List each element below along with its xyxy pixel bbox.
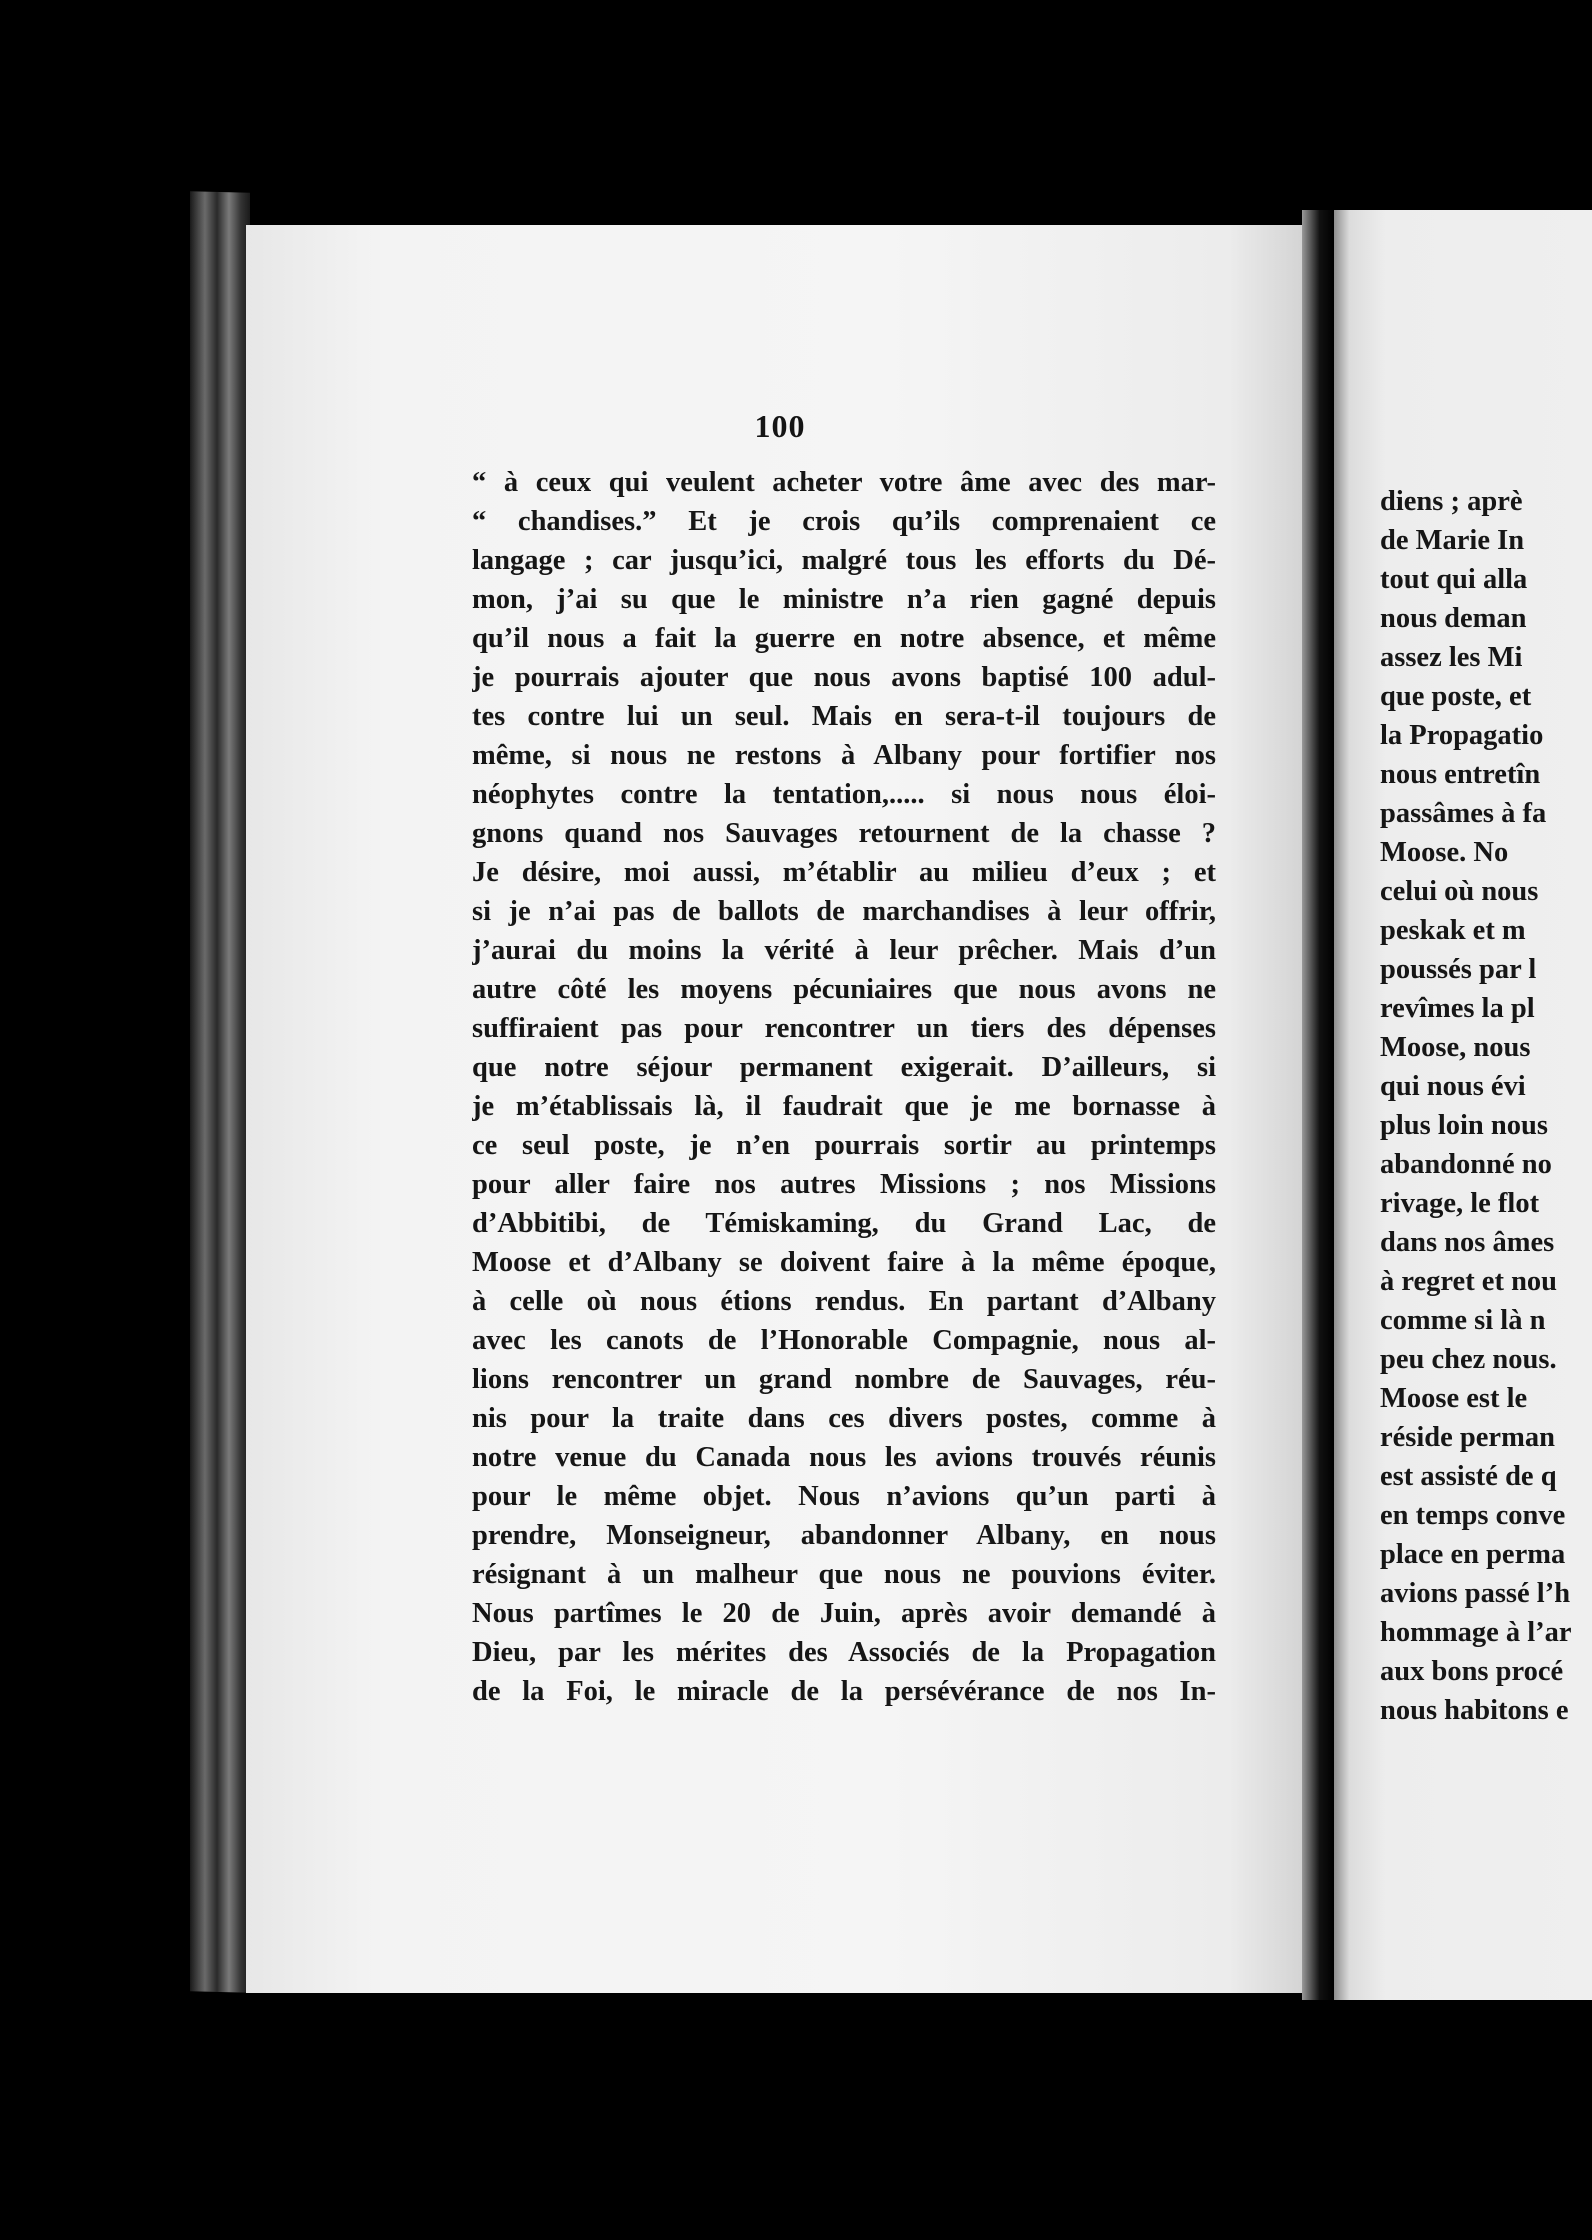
text-line: qu’il nous a fait la guerre en notre absence, et même [472, 623, 1216, 654]
text-line: si je n’ai pas de ballots de marchandises à leur offrir, [472, 896, 1216, 927]
text-line: mon, j’ai su que le ministre n’a rien gagné depuis [472, 584, 1216, 615]
text-line: abandonné no [1380, 1149, 1552, 1180]
text-line: à celle où nous étions rendus. En partant d’Albany [472, 1286, 1216, 1317]
text-line: de la Foi, le miracle de la persévérance de nos In- [472, 1676, 1216, 1707]
text-line: Je désire, moi aussi, m’établir au milieu d’eux ; et [472, 857, 1216, 888]
text-line: même, si nous ne restons à Albany pour fortifier nos [472, 740, 1216, 771]
text-line: pour le même objet. Nous n’avions qu’un parti à [472, 1481, 1216, 1512]
text-line: en temps conve [1380, 1500, 1566, 1531]
text-line: nous habitons e [1380, 1695, 1569, 1726]
text-line: revîmes la pl [1380, 993, 1535, 1024]
text-line: est assisté de q [1380, 1461, 1557, 1492]
text-line: diens ; aprè [1380, 486, 1523, 517]
text-line: Nous partîmes le 20 de Juin, après avoir demandé à [472, 1598, 1216, 1629]
text-line: avec les canots de l’Honorable Compagnie, nous al- [472, 1325, 1216, 1356]
text-line: lions rencontrer un grand nombre de Sauvages, réu- [472, 1364, 1216, 1395]
text-line: hommage à l’ar [1380, 1617, 1572, 1648]
text-line: ce seul poste, je n’en pourrais sortir au printemps [472, 1130, 1216, 1161]
text-line: à regret et nou [1380, 1266, 1558, 1297]
right-facing-page [1334, 210, 1592, 2000]
text-line: nous deman [1380, 603, 1527, 634]
text-line: pour aller faire nos autres Missions ; nos Missions [472, 1169, 1216, 1200]
text-line: Moose est le [1380, 1383, 1528, 1414]
text-line: peskak et m [1380, 915, 1526, 946]
text-line: plus loin nous [1380, 1110, 1548, 1141]
page-number: 100 [754, 408, 806, 444]
text-line: langage ; car jusqu’ici, malgré tous les efforts du Dé- [472, 545, 1216, 576]
text-line: tout qui alla [1380, 564, 1528, 595]
text-line: gnons quand nos Sauvages retournent de la chasse ? [472, 818, 1216, 849]
text-line: passâmes à fa [1380, 798, 1547, 829]
text-line: que poste, et [1380, 681, 1532, 712]
text-line: Moose, nous [1380, 1032, 1531, 1063]
text-line: d’Abbitibi, de Témiskaming, du Grand Lac, de [472, 1208, 1216, 1239]
text-line: poussés par l [1380, 954, 1537, 985]
text-line: comme si là n [1380, 1305, 1546, 1336]
text-line: réside perman [1380, 1422, 1555, 1453]
text-line: assez les Mi [1380, 642, 1523, 673]
text-line: néophytes contre la tentation,..... si nous nous éloi- [472, 779, 1216, 810]
left-page-text [472, 463, 1216, 1711]
text-line: que notre séjour permanent exigerait. D’ailleurs, si [472, 1052, 1216, 1083]
right-page-text [1380, 482, 1592, 1730]
text-line: notre venue du Canada nous les avions trouvés réunis [472, 1442, 1216, 1473]
book-page-edges [190, 191, 250, 1993]
text-line: avions passé l’h [1380, 1578, 1571, 1609]
text-line: “ chandises.” Et je crois qu’ils comprenaient ce [472, 506, 1216, 537]
book-gutter [1302, 210, 1334, 2000]
text-line: “ à ceux qui veulent acheter votre âme avec des mar- [472, 467, 1216, 498]
left-page [246, 225, 1314, 1993]
text-line: peu chez nous. [1380, 1344, 1557, 1375]
text-line: suffiraient pas pour rencontrer un tiers des dépenses [472, 1013, 1216, 1044]
text-line: Moose et d’Albany se doivent faire à la même époque, [472, 1247, 1216, 1278]
text-line: celui où nous [1380, 876, 1539, 907]
text-line: rivage, le flot [1380, 1188, 1540, 1219]
text-line: résignant à un malheur que nous ne pouvions éviter. [472, 1559, 1216, 1590]
text-line: la Propagatio [1380, 720, 1544, 751]
text-line: autre côté les moyens pécuniaires que nous avons ne [472, 974, 1216, 1005]
text-line: place en perma [1380, 1539, 1566, 1570]
text-line: qui nous évi [1380, 1071, 1526, 1102]
text-line: de Marie In [1380, 525, 1525, 556]
text-line: prendre, Monseigneur, abandonner Albany, en nous [472, 1520, 1216, 1551]
text-line: j’aurai du moins la vérité à leur prêcher. Mais d’un [472, 935, 1216, 966]
text-line: Dieu, par les mérites des Associés de la Propagation [472, 1637, 1216, 1668]
text-line: Moose. No [1380, 837, 1509, 868]
text-line: tes contre lui un seul. Mais en sera-t-il toujours de [472, 701, 1216, 732]
text-line: je pourrais ajouter que nous avons baptisé 100 adul- [472, 662, 1216, 693]
text-line: je m’établissais là, il faudrait que je me bornasse à [472, 1091, 1216, 1122]
text-line: nis pour la traite dans ces divers postes, comme à [472, 1403, 1216, 1434]
text-line: dans nos âmes [1380, 1227, 1555, 1258]
text-line: nous entretîn [1380, 759, 1541, 790]
text-line: aux bons procé [1380, 1656, 1564, 1687]
